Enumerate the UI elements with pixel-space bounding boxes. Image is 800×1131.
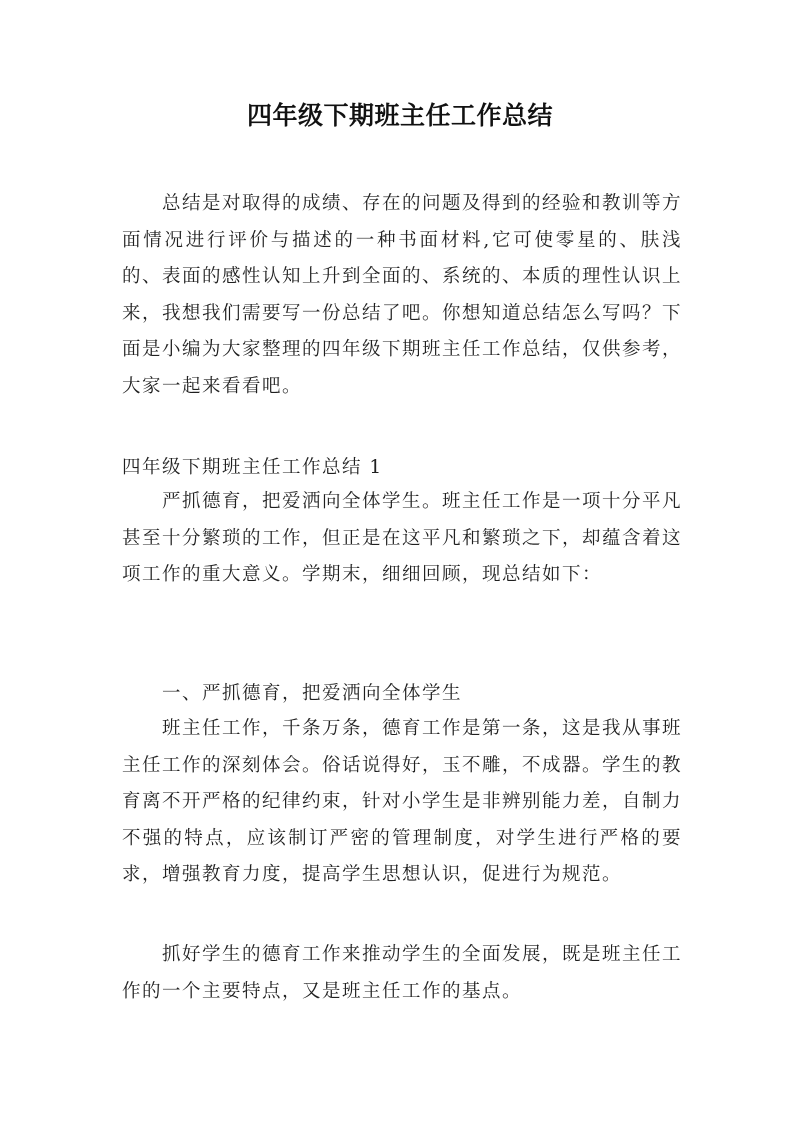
- body-paragraph-1: 班主任工作，千条万条，德育工作是第一条，这是我从事班主任工作的深刻体会。俗话说得好，玉不雕，不成器。学生的教育离不开严格的纪律约束，针对小学生是非辨别能力差，自制力不强的特点，应该制订严密的管理制度，对学生进行严格的要求，增强教育力度，提高学生思想认识，促进行为规范。: [122, 718, 683, 885]
- document-title: 四年级下期班主任工作总结: [246, 101, 553, 130]
- section-title: 四年级下期班主任工作总结 1: [122, 457, 383, 478]
- section-intro-paragraph: 严抓德育，把爱洒向全体学生。班主任工作是一项十分平凡甚至十分繁琐的工作，但正是在这平凡和繁琐之下，却蕴含着这项工作的重大意义。学期末，细细回顾，现总结如下：: [122, 491, 683, 585]
- intro-paragraph: 总结是对取得的成绩、存在的问题及得到的经验和教训等方面情况进行评价与描述的一种书面材料,它可使零星的、肤浅的、表面的感性认知上升到全面的、系统的、本质的理性认识上来，我想我们需要写一份总结了吧。你想知道总结怎么写吗？下面是小编为大家整理的四年级下期班主任工作总结，仅供参考，大家一起来看看吧。: [122, 193, 683, 397]
- subheading-one: 一、严抓德育，把爱洒向全体学生: [162, 683, 463, 704]
- body-paragraph-2: 抓好学生的德育工作来推动学生的全面发展，既是班主任工作的一个主要特点，又是班主任工作的基点。: [122, 944, 683, 1002]
